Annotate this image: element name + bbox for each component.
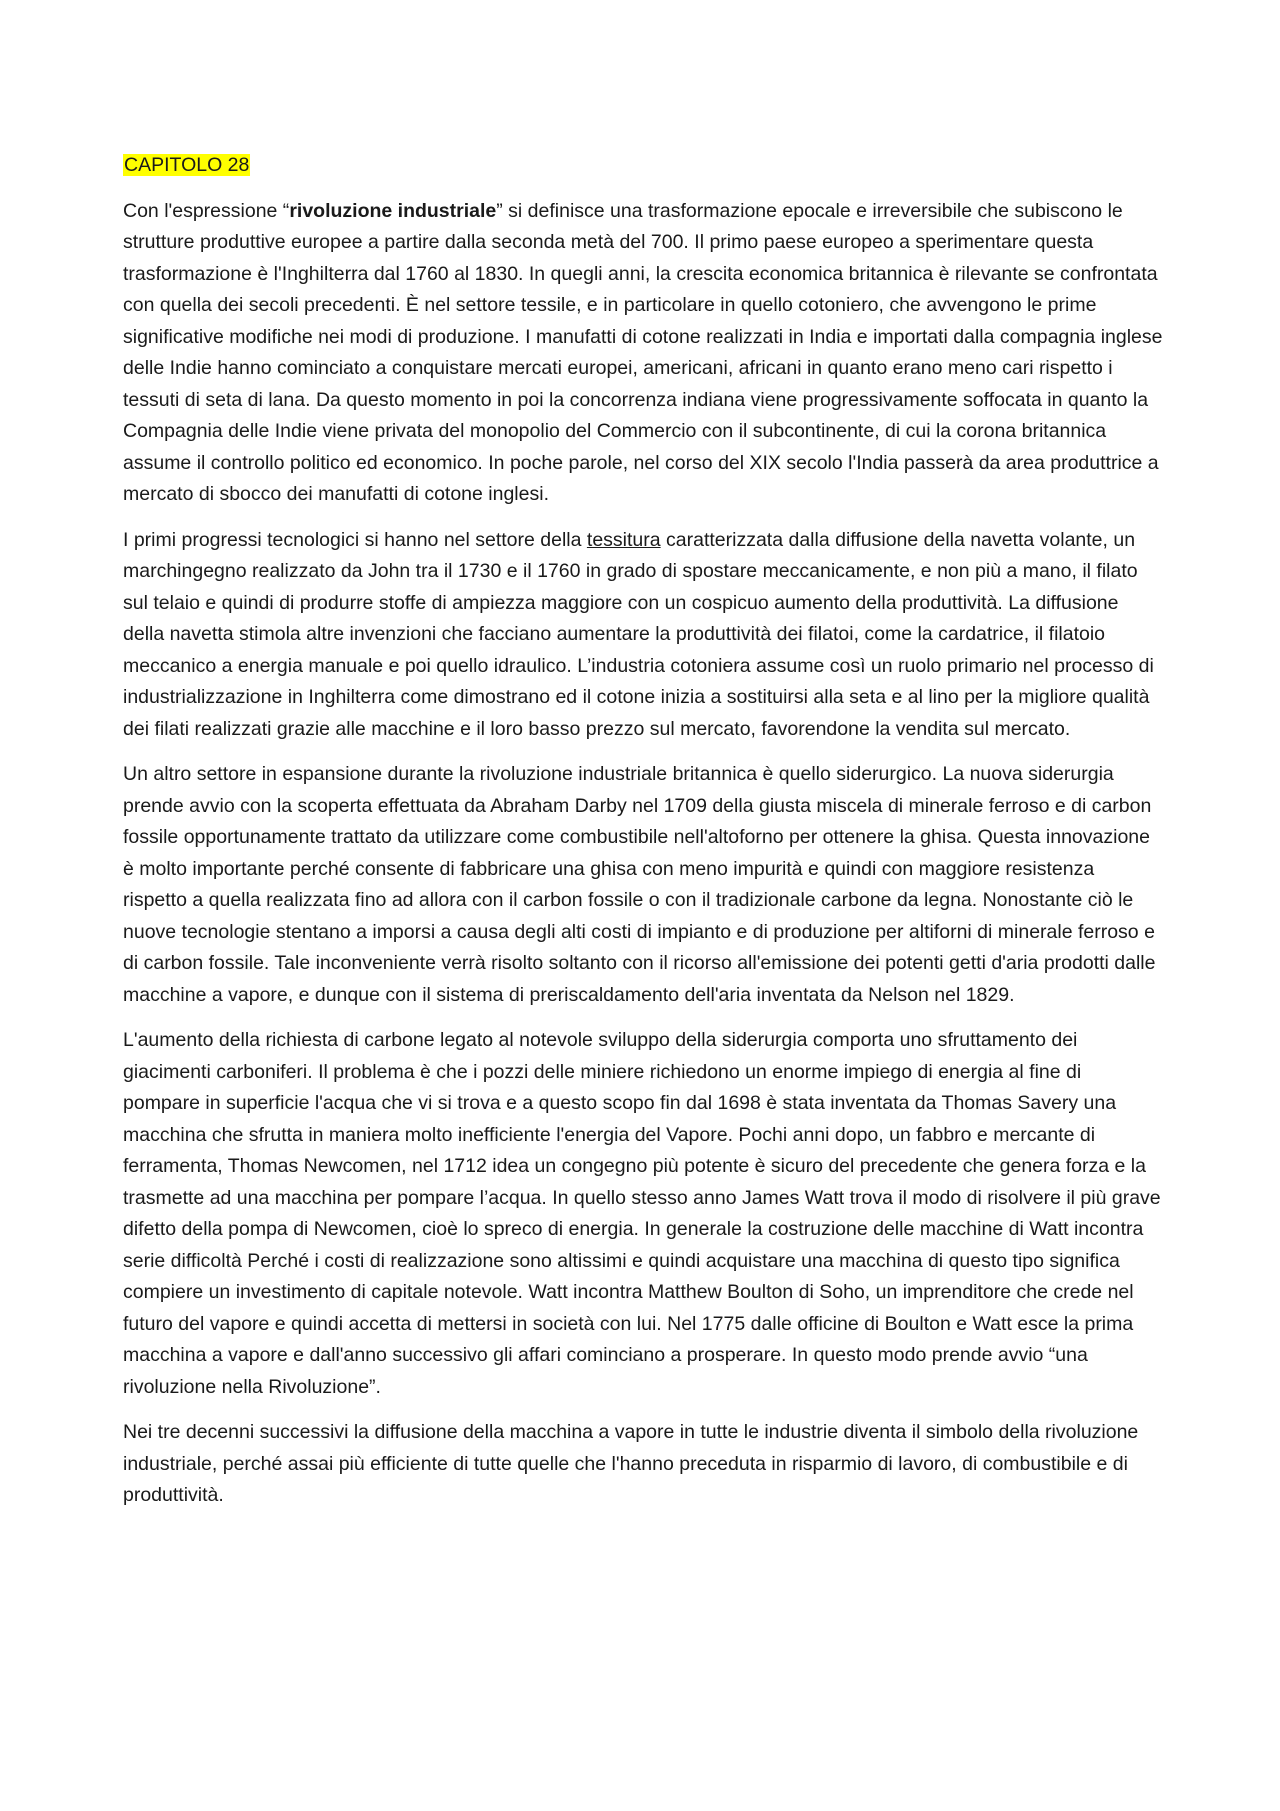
paragraph-2-rest: caratterizzata dalla diffusione della navetta volante, un marchingegno realizzato da John tra il 1730 e il 1760 in grado di spostare meccanicamente, e non più a mano, il filato sul telaio e quindi di produrre stoffe di ampiezza maggiore con un cospicuo aumento della produttività. La diffusione della navetta stimola altre invenzioni che facciano aumentare la produttività dei filatoi, come la cardatrice, il filatoio meccanico a energia manuale e poi quello idraulico. L’industria cotoniera assume così un ruolo primario nel processo di industrializzazione in Inghilterra come dimostrano ed il cotone inizia a sostituirsi alla seta e al lino per la migliore qualità dei filati realizzati grazie alle macchine e il loro basso prezzo sul mercato, favorendone la vendita sul mercato. <box>123 528 1154 740</box>
paragraph-4: L'aumento della richiesta di carbone legato al notevole sviluppo della siderurgia comporta uno sfruttamento dei giacimenti carboniferi. Il problema è che i pozzi delle miniere richiedono un enorme impiego di energia al fine di pompare in superficie l'acqua che vi si trova e a questo scopo fin dal 1698 è stata inventata da Thomas Savery una macchina che sfrutta in maniera molto inefficiente l'energia del Vapore. Pochi anni dopo, un fabbro e mercante di ferramenta, Thomas Newcomen, nel 1712 idea un congegno più potente è sicuro del precedente che genera forza e la trasmette ad una macchina per pompare l’acqua. In quello stesso anno James Watt trova il modo di risolvere il più grave difetto della pompa di Newcomen, cioè lo spreco di energia. In generale la costruzione delle macchine di Watt incontra serie difficoltà Perché i costi di realizzazione sono altissimi e quindi acquistare una macchina di questo tipo significa compiere un investimento di capitale notevole. Watt incontra Matthew Boulton di Soho, un imprenditore che crede nel futuro del vapore e quindi accetta di mettersi in società con lui. Nel 1775 dalle officine di Boulton e Watt esce la prima macchina a vapore e dall'anno successivo gli affari cominciano a prosperare. In questo modo prende avvio “una rivoluzione nella Rivoluzione”. <box>123 1029 1161 1398</box>
paragraph-5: Nei tre decenni successivi la diffusione della macchina a vapore in tutte le industrie diventa il simbolo della rivoluzione industriale, perché assai più efficiente di tutte quelle che l'hanno preceduta in risparmio di lavoro, di combustibile e di produttività. <box>123 1421 1139 1506</box>
paragraph-1-bold-term: rivoluzione industriale <box>289 199 497 222</box>
chapter-heading <box>123 150 1163 182</box>
paragraph-1 <box>123 196 1163 511</box>
document-page <box>123 150 1163 1526</box>
paragraph-1-rest: ” si definisce una trasformazione epocale e irreversibile che subiscono le strutture produttive europee a partire dalla seconda metà del 700. Il primo paese europeo a sperimentare questa trasformazione è l'Inghilterra dal 1760 al 1830. In quegli anni, la crescita economica britannica è rilevante se confrontata con quella dei secoli precedenti. È nel settore tessile, e in particolare in quello cotoniero, che avvengono le prime significative modifiche nei modi di produzione. I manufatti di cotone realizzati in India e importati dalla compagnia inglese delle Indie hanno cominciato a conquistare mercati europei, americani, africani in quanto erano meno cari rispetto i tessuti di seta di lana. Da questo momento in poi la concorrenza indiana viene progressivamente soffocata in quanto la Compagnia delle Indie viene privata del monopolio del Commercio con il subcontinente, di cui la corona britannica assume il controllo politico ed economico. In poche parole, nel corso del XIX secolo l'India passerà da area produttrice a mercato di sbocco dei manufatti di cotone inglesi. <box>123 199 1163 505</box>
paragraph-2-start: I primi progressi tecnologici si hanno nel settore della <box>123 528 587 551</box>
paragraph-1-start: Con l'espressione “ <box>123 199 290 222</box>
chapter-heading-text: CAPITOLO 28 <box>124 154 250 176</box>
paragraph-3: Un altro settore in espansione durante la rivoluzione industriale britannica è quello siderurgico. La nuova siderurgia prende avvio con la scoperta effettuata da Abraham Darby nel 1709 della giusta miscela di minerale ferroso e di carbon fossile opportunamente trattato da utilizzare come combustibile nell'altoforno per ottenere la ghisa. Questa innovazione è molto importante perché consente di fabbricare una ghisa con meno impurità e quindi con maggiore resistenza rispetto a quella realizzata fino ad allora con il carbon fossile o con il tradizionale carbone da legna. Nonostante ciò le nuove tecnologie stentano a imporsi a causa degli alti costi di impianto e di produzione per altiforni di minerale ferroso e di carbon fossile. Tale inconveniente verrà risolto soltanto con il ricorso all'emissione dei potenti getti d'aria prodotti dalle macchine a vapore, e dunque con il sistema di preriscaldamento dell'aria inventata da Nelson nel 1829. <box>123 763 1156 1006</box>
paragraph-2-underlined-term: tessitura <box>586 528 661 551</box>
paragraph-2 <box>123 525 1163 746</box>
